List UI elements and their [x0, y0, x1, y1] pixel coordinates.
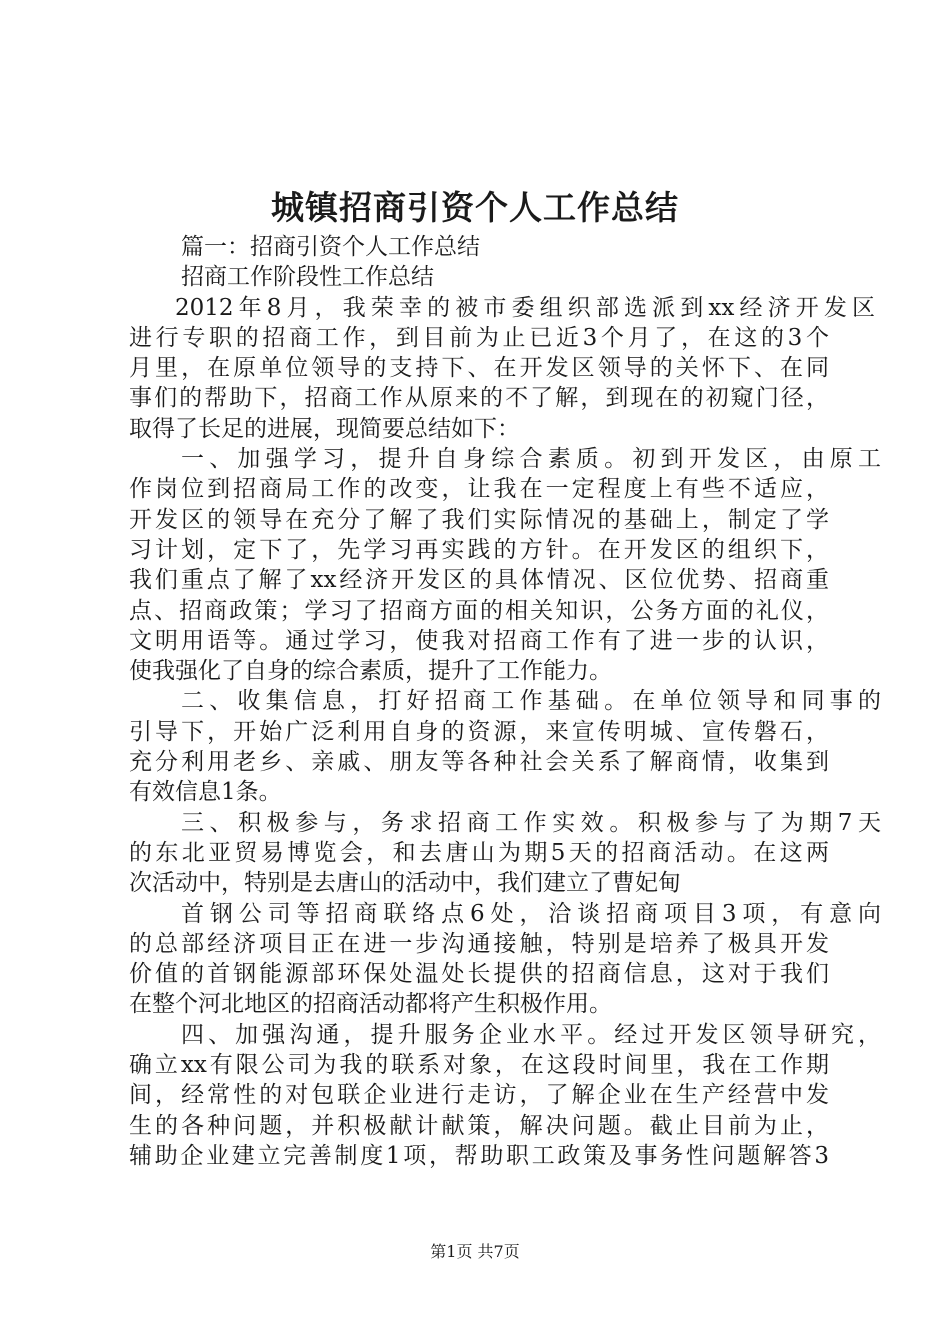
document-body — [129, 232, 881, 1171]
paragraph-line: 的东北亚贸易博览会，和去唐山为期5天的招商活动。在这两 — [129, 839, 829, 866]
paragraph-line: 文明用语等。通过学习，使我对招商工作有了进一步的认识， — [129, 627, 829, 654]
paragraph-line: 在整个河北地区的招商活动都将产生积极作用。 — [129, 991, 612, 1018]
paragraph-line: 我们重点了解了xx经济开发区的具体情况、区位优势、招商重 — [129, 567, 829, 594]
paragraph-line: 使我强化了自身的综合素质，提升了工作能力。 — [129, 658, 612, 685]
paragraph-line: 确立xx有限公司为我的联系对象，在这段时间里，我在工作期 — [129, 1052, 829, 1079]
paragraph-line: 四、加强沟通，提升服务企业水平。经过开发区领导研究， — [181, 1021, 881, 1048]
paragraph-line: 的总部经济项目正在进一步沟通接触，特别是培养了极具开发 — [129, 930, 829, 957]
subsection-heading: 招商工作阶段性工作总结 — [181, 264, 434, 291]
paragraph-line: 首钢公司等招商联络点6处，洽谈招商项目3项，有意向 — [181, 900, 881, 927]
paragraph-line: 2012年8月，我荣幸的被市委组织部选派到xx经济开发区 — [175, 294, 875, 321]
paragraph-line: 点、招商政策；学习了招商方面的相关知识，公务方面的礼仪， — [129, 597, 829, 624]
paragraph-line: 间，经常性的对包联企业进行走访，了解企业在生产经营中发 — [129, 1082, 829, 1109]
paragraph-line: 作岗位到招商局工作的改变，让我在一定程度上有些不适应， — [129, 476, 829, 503]
paragraph-line: 事们的帮助下，招商工作从原来的不了解，到现在的初窥门径， — [129, 385, 829, 412]
paragraph-line: 生的各种问题，并积极献计献策，解决问题。截止目前为止， — [129, 1112, 829, 1139]
document-title: 城镇招商引资个人工作总结 — [271, 188, 679, 227]
paragraph-line: 次活动中，特别是去唐山的活动中，我们建立了曹妃甸 — [129, 870, 681, 897]
paragraph-line: 习计划，定下了，先学习再实践的方针。在开发区的组织下， — [129, 536, 829, 563]
paragraph-line: 进行专职的招商工作，到目前为止已近3个月了，在这的3个 — [129, 324, 829, 351]
paragraph-line: 引导下，开始广泛利用自身的资源，来宣传明城、宣传磐石， — [129, 718, 829, 745]
paragraph-line: 取得了长足的进展，现简要总结如下： — [129, 415, 520, 442]
section-heading: 篇一：招商引资个人工作总结 — [181, 234, 480, 260]
paragraph-line: 有效信息1条。 — [129, 779, 282, 806]
paragraph-line: 三、积极参与，务求招商工作实效。积极参与了为期7天 — [181, 809, 881, 836]
page-number: 第1页 共7页 — [430, 1242, 520, 1261]
paragraph-line: 充分利用老乡、亲戚、朋友等各种社会关系了解商情，收集到 — [129, 749, 829, 776]
paragraph-line: 辅助企业建立完善制度1项，帮助职工政策及事务性问题解答3 — [129, 1142, 829, 1169]
paragraph-line: 一、加强学习，提升自身综合素质。初到开发区，由原工 — [181, 446, 881, 473]
paragraph-line: 二、收集信息，打好招商工作基础。在单位领导和同事的 — [181, 688, 881, 715]
paragraph-line: 价值的首钢能源部环保处温处长提供的招商信息，这对于我们 — [129, 961, 829, 988]
paragraph-line: 月里，在原单位领导的支持下、在开发区领导的关怀下、在同 — [129, 355, 829, 382]
paragraph-line: 开发区的领导在充分了解了我们实际情况的基础上，制定了学 — [129, 506, 829, 533]
